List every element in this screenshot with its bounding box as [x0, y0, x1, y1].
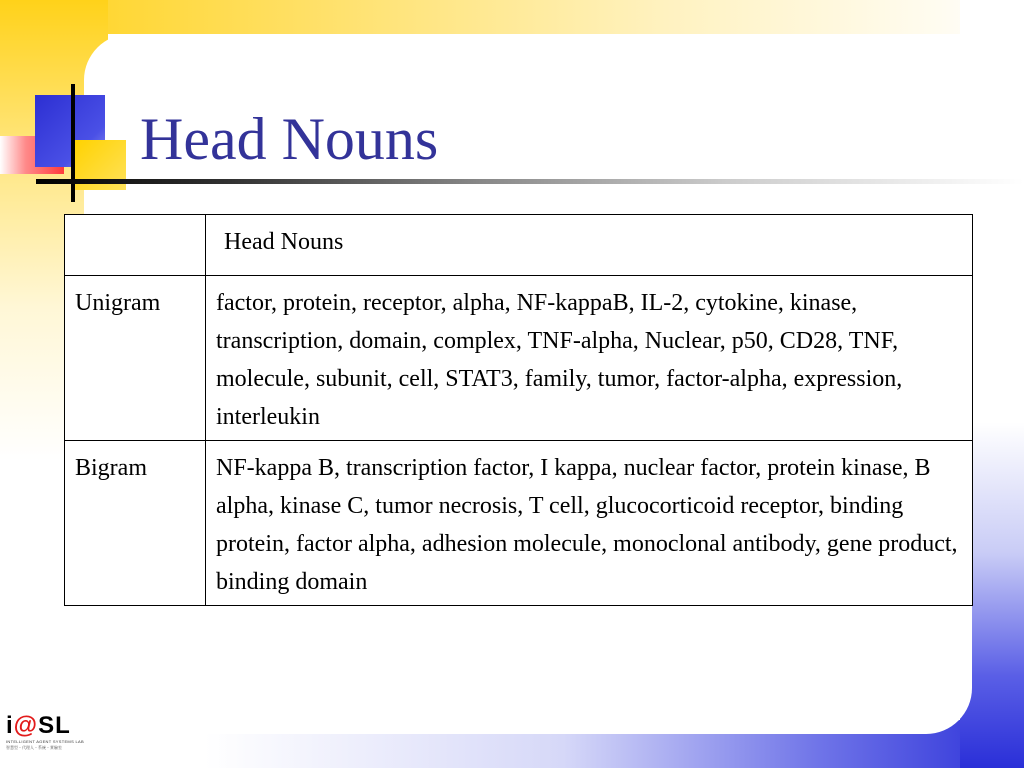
row-label-bigram: Bigram	[65, 441, 206, 606]
lab-logo-subtitle: INTELLIGENT AGENT SYSTEMS LAB	[6, 739, 84, 744]
top-gradient-band	[0, 0, 1024, 34]
lab-logo-tagline: 智慧型・代理人・系統・實驗室	[6, 745, 62, 750]
table-header-row	[65, 215, 973, 276]
slide-title: Head Nouns	[140, 106, 439, 172]
table-row-unigram	[65, 276, 973, 441]
logo-at-symbol: @	[13, 712, 39, 739]
table-header-title-cell: Head Nouns	[206, 215, 973, 276]
row-content-unigram: factor, protein, receptor, alpha, NF-kappaB, IL-2, cytokine, kinase, transcription, domain, complex, TNF-alpha, Nuclear, p50, CD28, TNF, molecule, subunit, cell, STAT3, family, tumor, factor-alpha, expression, interleukin	[206, 276, 973, 441]
logo-prefix: i	[6, 712, 14, 739]
logo-suffix: SL	[38, 712, 71, 739]
head-nouns-table	[64, 214, 973, 606]
lab-logo	[6, 713, 92, 759]
row-content-bigram: NF-kappa B, transcription factor, I kappa, nuclear factor, protein kinase, B alpha, kinase C, tumor necrosis, T cell, glucocorticoid receptor, binding protein, factor alpha, adhesion molecule, monoclonal antibody, gene product, binding domain	[206, 441, 973, 606]
row-label-unigram: Unigram	[65, 276, 206, 441]
title-underline	[36, 179, 1024, 184]
decor-vertical-line	[71, 84, 75, 202]
table-row-bigram	[65, 441, 973, 606]
lab-logo-wordmark	[6, 713, 92, 739]
table-header-label-cell	[65, 215, 206, 276]
